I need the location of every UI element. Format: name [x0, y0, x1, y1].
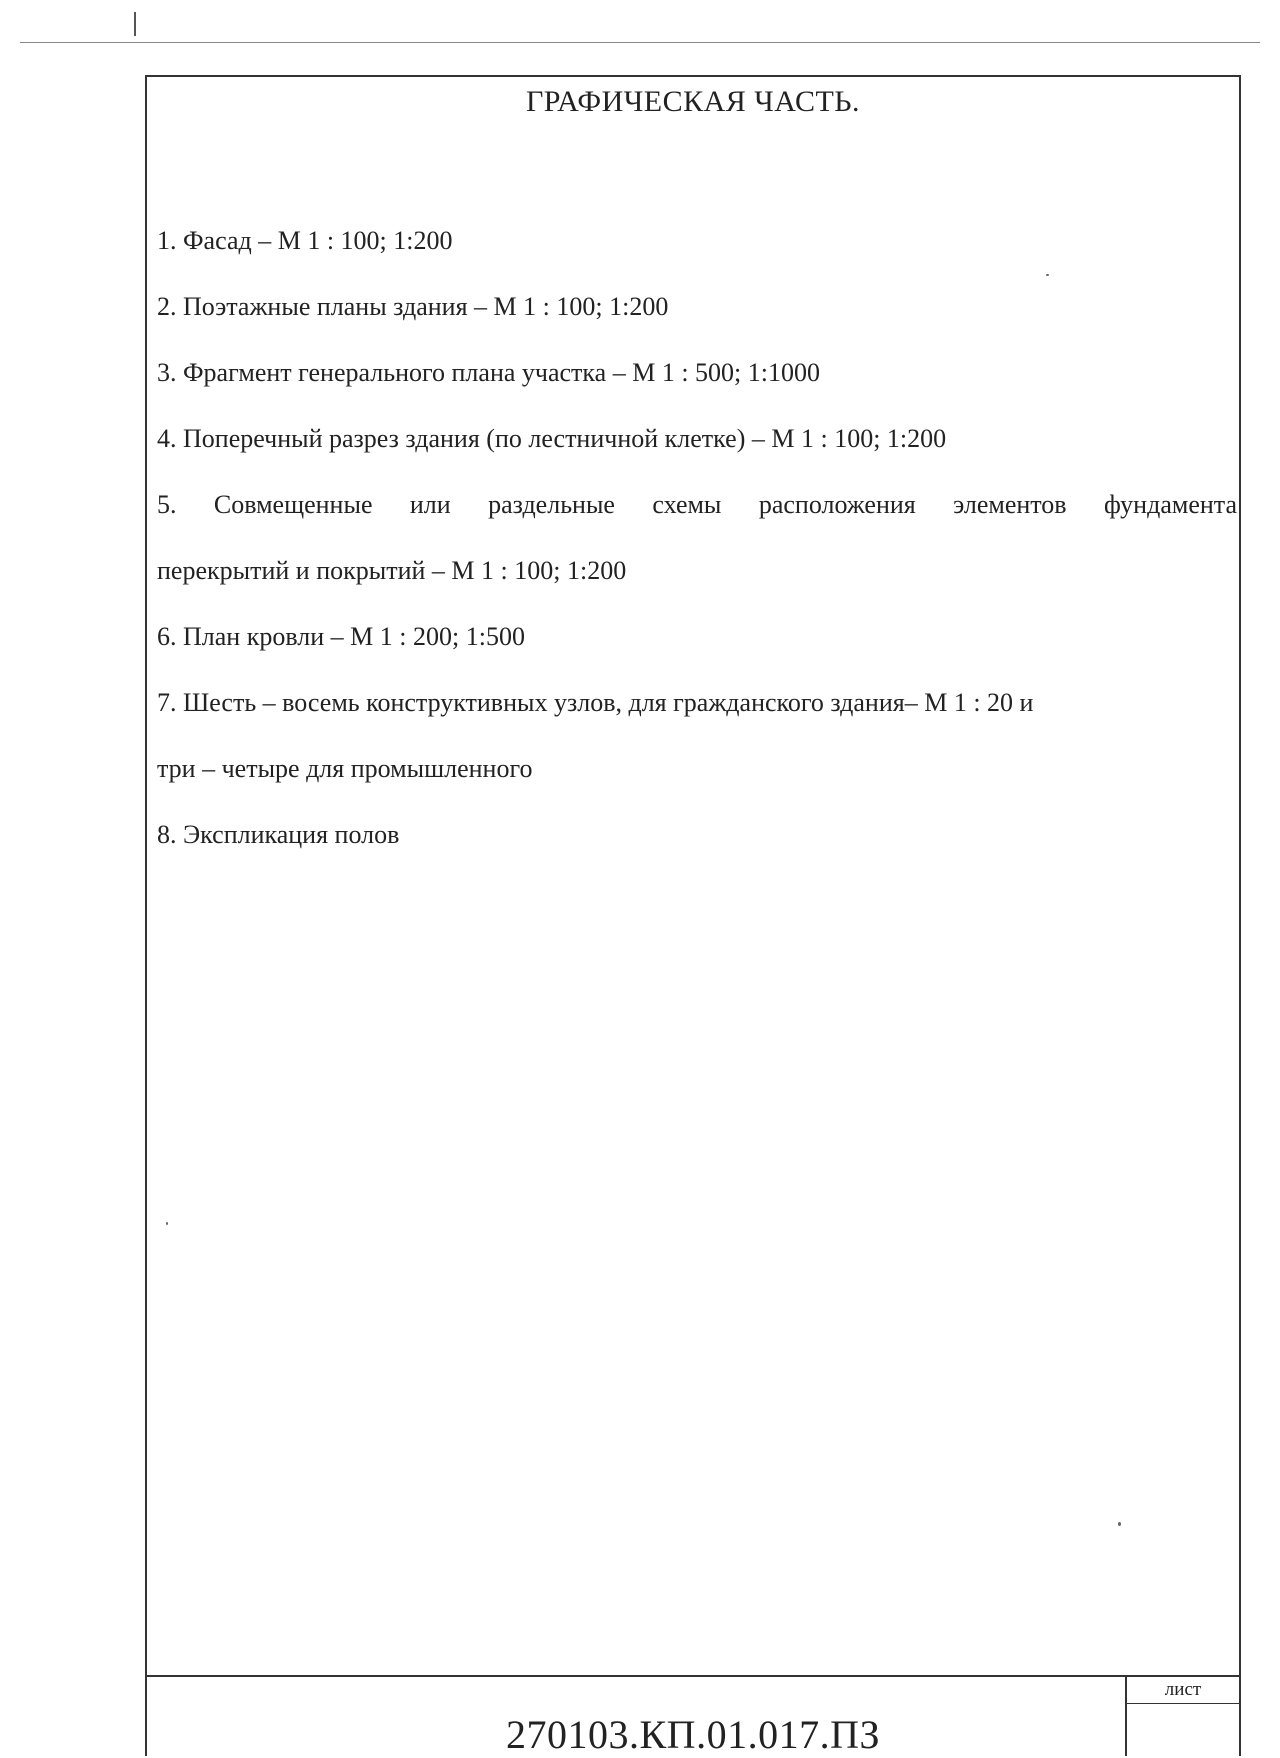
list-item: 3. Фрагмент генерального плана участка – М 1 : 500; 1:1000	[157, 358, 820, 387]
list-item: 1. Фасад – М 1 : 100; 1:200	[157, 226, 453, 255]
list-item: 2. Поэтажные планы здания – М 1 : 100; 1:200	[157, 292, 669, 321]
sheet-label: лист	[1164, 1679, 1202, 1700]
scan-speck	[1118, 1522, 1121, 1526]
sheet-frame	[145, 75, 1241, 1756]
sheet-number-cell	[1125, 1677, 1239, 1756]
list-item: 4. Поперечный разрез здания (по лестничной клетке) – М 1 : 100; 1:200	[157, 424, 947, 453]
scan-edge-line	[20, 42, 1260, 43]
list-item: перекрытий и покрытий – М 1 : 100; 1:200	[157, 556, 627, 585]
graphic-part-list	[157, 225, 1237, 885]
title-block	[147, 1675, 1239, 1756]
list-item: 5. Совмещенные или раздельные схемы расположения элементов фундамента	[157, 490, 1237, 519]
sheet-cell-divider	[1127, 1703, 1239, 1704]
list-item: 8. Экспликация полов	[157, 820, 400, 849]
scan-speck	[166, 1222, 168, 1225]
scan-tick-mark	[134, 12, 136, 36]
list-item: три – четыре для промышленного	[157, 754, 533, 783]
list-item: 7. Шесть – восемь конструктивных узлов, для гражданского здания– М 1 : 20 и	[157, 688, 1034, 717]
scan-speck	[1046, 274, 1049, 276]
page-title: ГРАФИЧЕСКАЯ ЧАСТЬ.	[525, 85, 861, 118]
document-code: 270103.КП.01.017.ПЗ	[506, 1712, 880, 1757]
list-item: 6. План кровли – М 1 : 200; 1:500	[157, 622, 525, 651]
